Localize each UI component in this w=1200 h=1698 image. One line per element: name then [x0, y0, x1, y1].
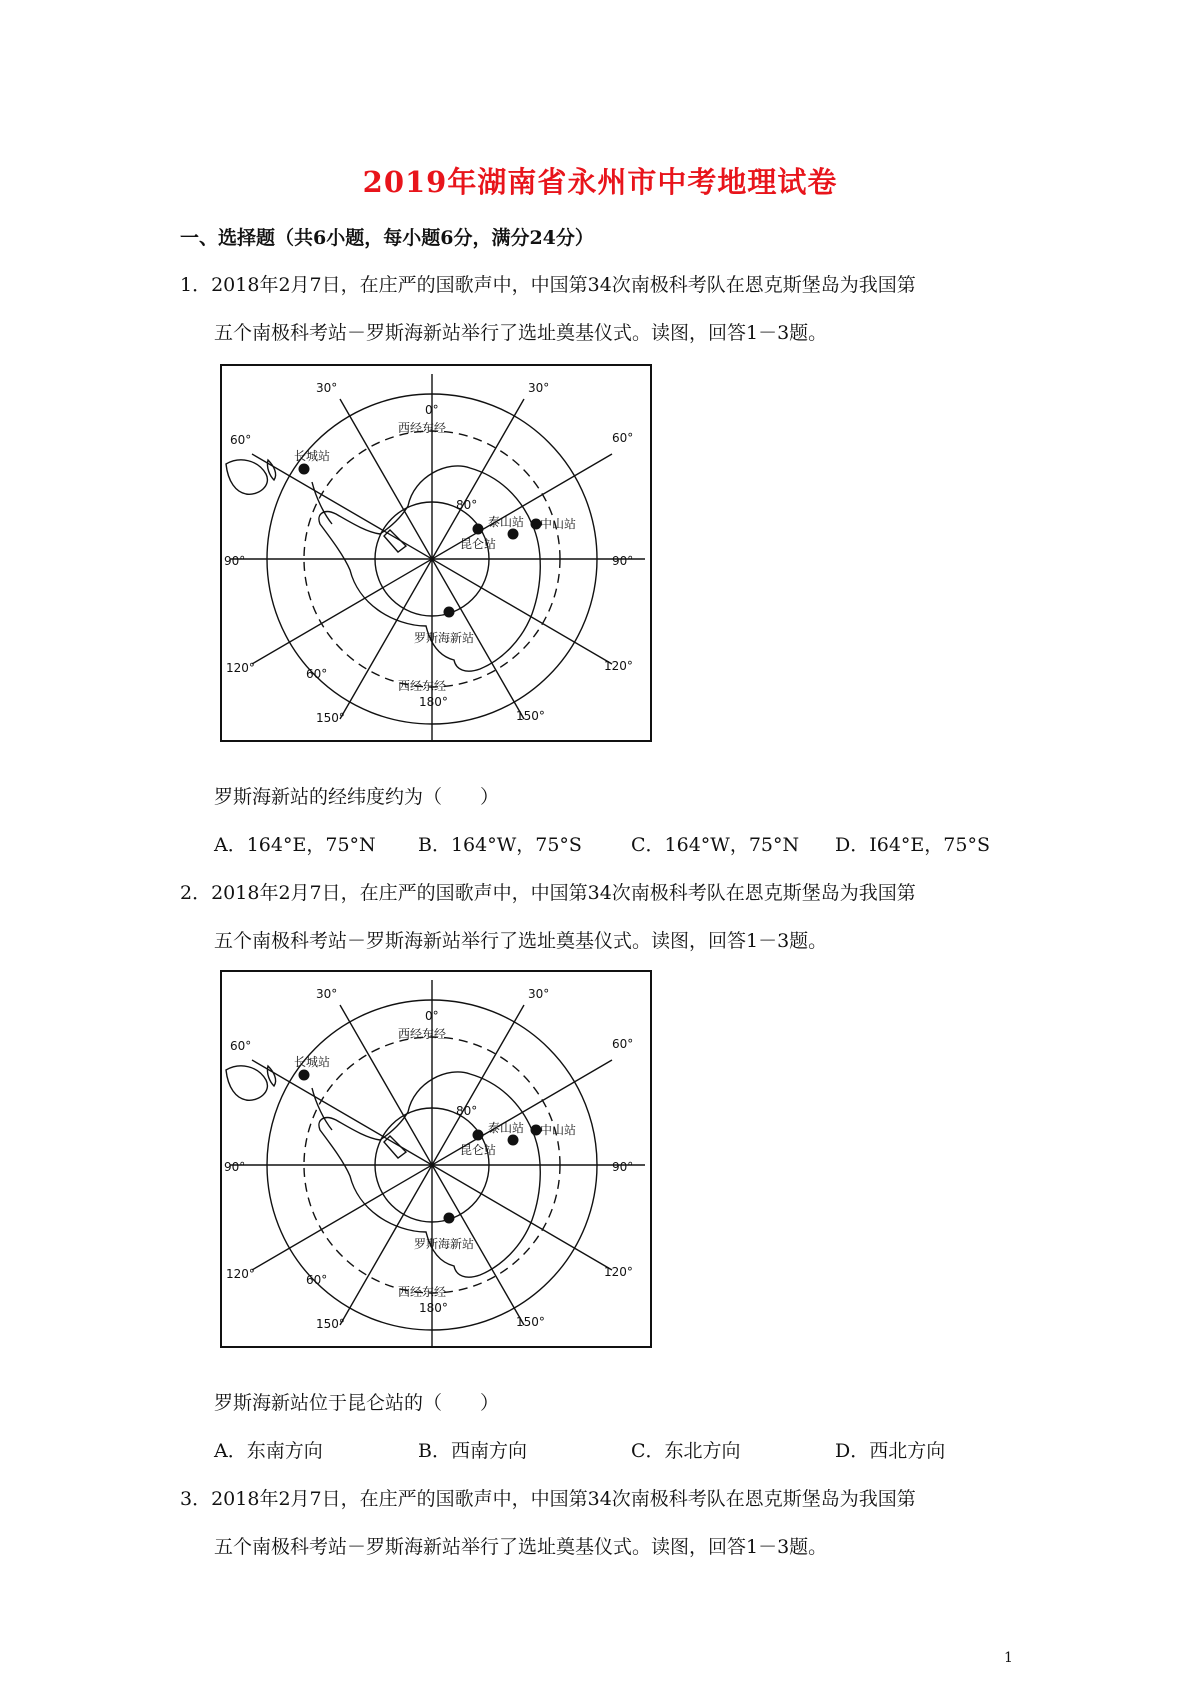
lat-label-60: 60°: [306, 1273, 328, 1287]
lon-label-120w: 120°: [226, 661, 255, 675]
lon-label-90w: 90°: [224, 1160, 246, 1174]
lon-label-30w: 30°: [316, 381, 338, 395]
question-1-option-c[interactable]: C．164°W，75°N: [631, 834, 800, 856]
lon-label-60e: 60°: [612, 1037, 634, 1051]
question-3-stem: 3．2018年2月7日，在庄严的国歌声中，中国第34次南极科考队在恩克斯堡岛为我国第: [180, 1488, 916, 1510]
hemisphere-label-top: 西经东经: [398, 421, 447, 435]
page-title: 2019年湖南省永州市中考地理试卷: [362, 165, 838, 199]
question-2-option-b[interactable]: B．西南方向: [418, 1440, 527, 1462]
lon-label-90e: 90°: [612, 554, 634, 568]
lon-label-90w: 90°: [224, 554, 246, 568]
question-1-sub: 罗斯海新站的经纬度约为（ ）: [214, 786, 500, 808]
question-2-sub: 罗斯海新站位于昆仑站的（ ）: [214, 1392, 500, 1414]
question-1-option-b[interactable]: B．164°W，75°S: [418, 834, 582, 856]
lon-label-180: 180°: [419, 695, 448, 709]
station-kunlun: 昆仑站: [460, 537, 497, 551]
lat-label-60: 60°: [306, 667, 328, 681]
station-luosihai: 罗斯海新站: [414, 1237, 475, 1251]
lon-label-30e: 30°: [528, 987, 550, 1001]
lat-label-80: 80°: [456, 1104, 478, 1118]
lon-label-30e: 30°: [528, 381, 550, 395]
lon-label-60w: 60°: [230, 433, 252, 447]
lon-label-90e: 90°: [612, 1160, 634, 1174]
question-2-stem-cont: 五个南极科考站－罗斯海新站举行了选址奠基仪式。读图，回答1－3题。: [214, 930, 828, 952]
question-1-stem-cont: 五个南极科考站－罗斯海新站举行了选址奠基仪式。读图，回答1－3题。: [214, 322, 828, 344]
question-2-option-a[interactable]: A．东南方向: [214, 1440, 323, 1462]
hemisphere-label-bottom: 西经东经: [398, 1285, 447, 1299]
lat-label-80: 80°: [456, 498, 478, 512]
lon-label-150w: 150°: [316, 1317, 345, 1331]
station-zhongshan: 中山站: [540, 517, 577, 531]
station-zhongshan: 中山站: [540, 1123, 577, 1137]
antarctic-map-svg-1: [220, 364, 652, 742]
station-taishan: 泰山站: [488, 1121, 525, 1135]
antarctic-map-1: [220, 364, 652, 742]
question-1-option-d[interactable]: D．I64°E，75°S: [835, 834, 990, 856]
lon-label-0: 0°: [425, 403, 439, 417]
lon-label-60e: 60°: [612, 431, 634, 445]
antarctic-map-2: [220, 970, 652, 1348]
question-1-option-a[interactable]: A．164°E，75°N: [214, 834, 376, 856]
lon-label-150e: 150°: [516, 1315, 545, 1329]
question-2-option-d[interactable]: D．西北方向: [835, 1440, 946, 1462]
station-taishan: 泰山站: [488, 515, 525, 529]
page-number: 1: [1004, 1650, 1013, 1666]
antarctic-map-svg-2: [220, 970, 652, 1348]
section-heading: 一、选择题（共6小题，每小题6分，满分24分）: [180, 227, 594, 249]
lon-label-180: 180°: [419, 1301, 448, 1315]
lon-label-30w: 30°: [316, 987, 338, 1001]
lon-label-150w: 150°: [316, 711, 345, 725]
question-3-stem-cont: 五个南极科考站－罗斯海新站举行了选址奠基仪式。读图，回答1－3题。: [214, 1536, 828, 1558]
question-1-stem: 1．2018年2月7日，在庄严的国歌声中，中国第34次南极科考队在恩克斯堡岛为我国第: [180, 274, 916, 296]
question-2-option-c[interactable]: C．东北方向: [631, 1440, 741, 1462]
lon-label-120w: 120°: [226, 1267, 255, 1281]
hemisphere-label-bottom: 西经东经: [398, 679, 447, 693]
station-kunlun: 昆仑站: [460, 1143, 497, 1157]
lon-label-60w: 60°: [230, 1039, 252, 1053]
lon-label-120e: 120°: [604, 1265, 633, 1279]
hemisphere-label-top: 西经东经: [398, 1027, 447, 1041]
station-luosihai: 罗斯海新站: [414, 631, 475, 645]
lon-label-150e: 150°: [516, 709, 545, 723]
question-2-stem: 2．2018年2月7日，在庄严的国歌声中，中国第34次南极科考队在恩克斯堡岛为我国第: [180, 882, 916, 904]
station-changcheng: 长城站: [294, 1055, 331, 1069]
station-changcheng: 长城站: [294, 449, 331, 463]
lon-label-120e: 120°: [604, 659, 633, 673]
lon-label-0: 0°: [425, 1009, 439, 1023]
